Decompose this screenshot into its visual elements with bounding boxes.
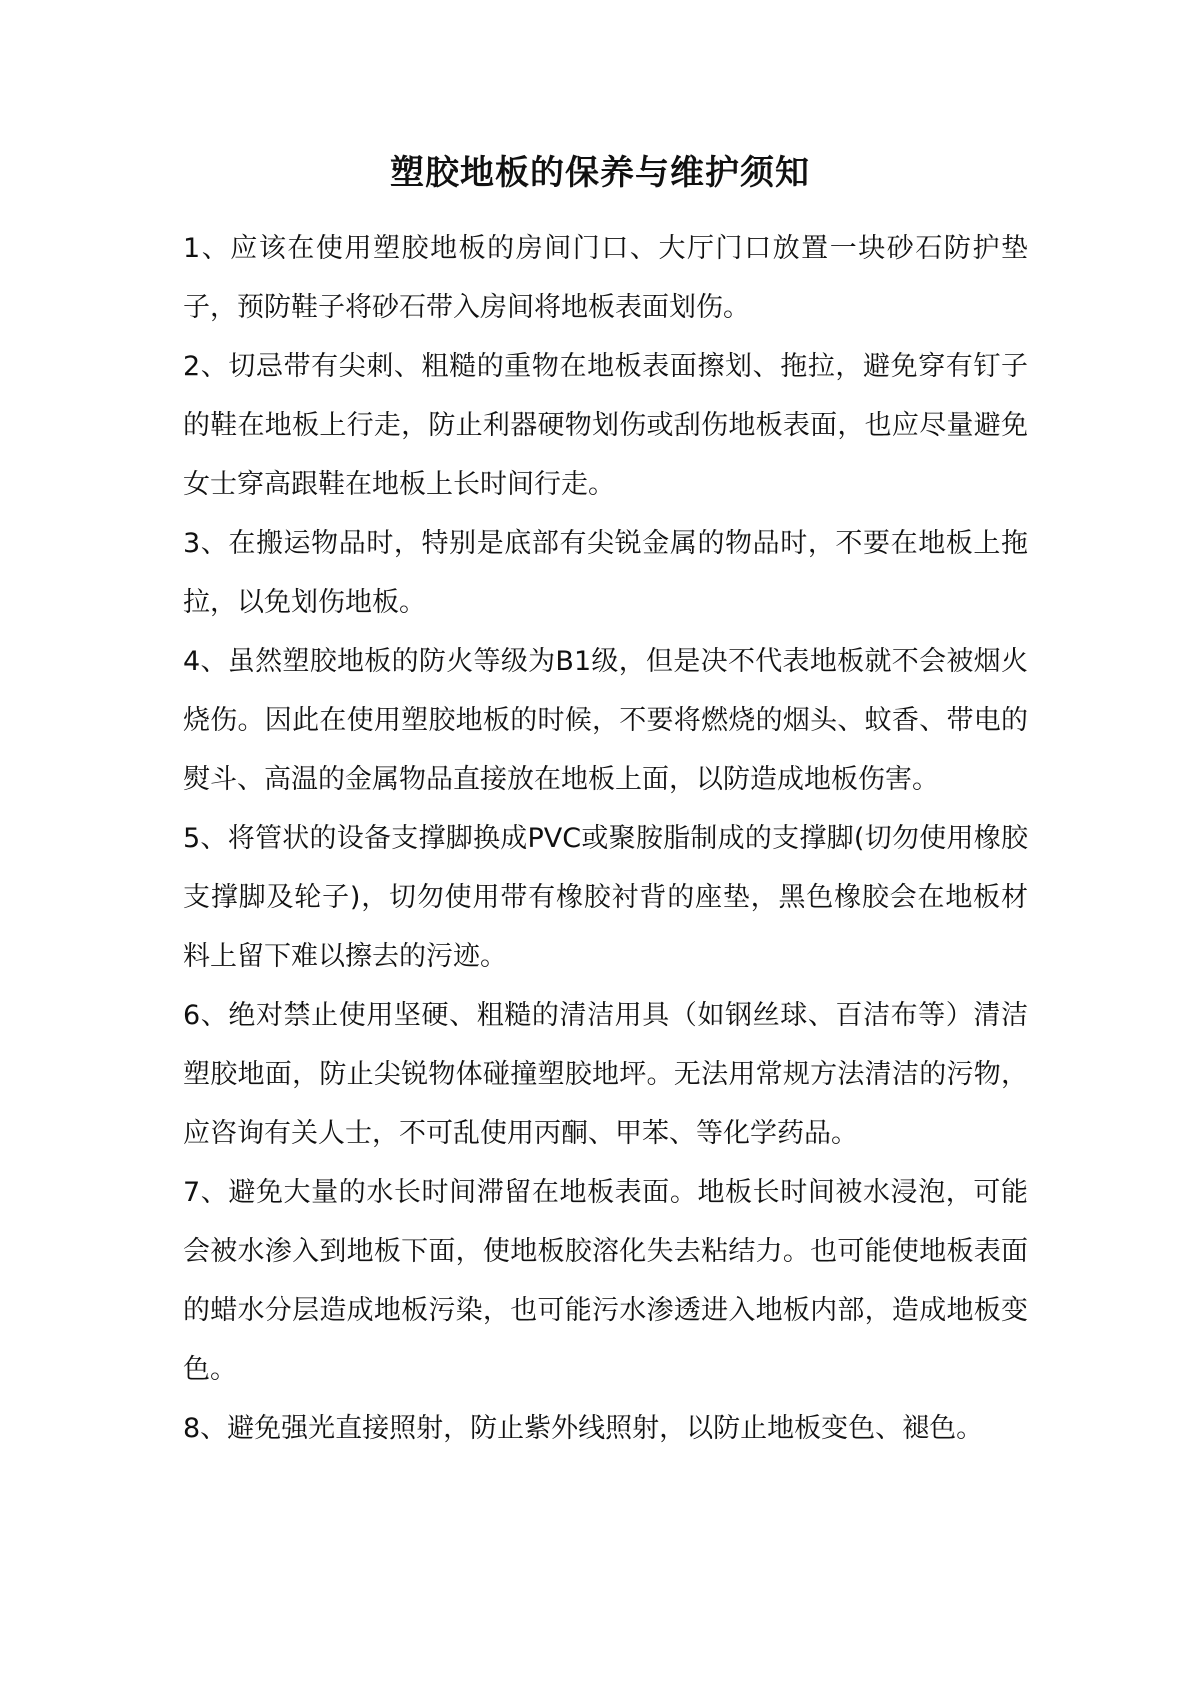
paragraph-3: 3、在搬运物品时，特别是底部有尖锐金属的物品时，不要在地板上拖拉，以免划伤地板。 — [183, 528, 1028, 618]
paragraph-7: 7、避免大量的水长时间滞留在地板表面。地板长时间被水浸泡，可能会被水渗入到地板下面，使地板胶溶化失去粘结力。也可能使地板表面的蜡水分层造成地板污染，也可能污水渗透进入地板内部，造成地板变色。 — [183, 1177, 1028, 1385]
paragraph-5: 5、将管状的设备支撑脚换成PVC或聚胺脂制成的支撑脚(切勿使用橡胶支撑脚及轮子)，切勿使用带有橡胶衬背的座垫，黑色橡胶会在地板材料上留下难以擦去的污迹。 — [183, 823, 1028, 972]
paragraph-6: 6、绝对禁止使用坚硬、粗糙的清洁用具（如钢丝球、百洁布等）清洁塑胶地面，防止尖锐物体碰撞塑胶地坪。无法用常规方法清洁的污物，应咨询有关人士，不可乱使用丙酮、甲苯、等化学药品。 — [183, 1000, 1028, 1149]
paragraph-1: 1、应该在使用塑胶地板的房间门口、大厅门口放置一块砂石防护垫子，预防鞋子将砂石带入房间将地板表面划伤。 — [183, 233, 1028, 323]
paragraph-2: 2、切忌带有尖刺、粗糙的重物在地板表面擦划、拖拉，避免穿有钉子的鞋在地板上行走，防止利器硬物划伤或刮伤地板表面，也应尽量避免女士穿高跟鞋在地板上长时间行走。 — [183, 351, 1028, 500]
document-body — [183, 219, 1028, 1458]
document-title: 塑胶地板的保养与维护须知 — [390, 153, 810, 193]
paragraph-4: 4、虽然塑胶地板的防火等级为B1级，但是决不代表地板就不会被烟火烧伤。因此在使用塑胶地板的时候，不要将燃烧的烟头、蚊香、带电的熨斗、高温的金属物品直接放在地板上面，以防造成地板伤害。 — [183, 646, 1028, 795]
paragraph-8: 8、避免强光直接照射，防止紫外线照射，以防止地板变色、褪色。 — [183, 1413, 984, 1444]
